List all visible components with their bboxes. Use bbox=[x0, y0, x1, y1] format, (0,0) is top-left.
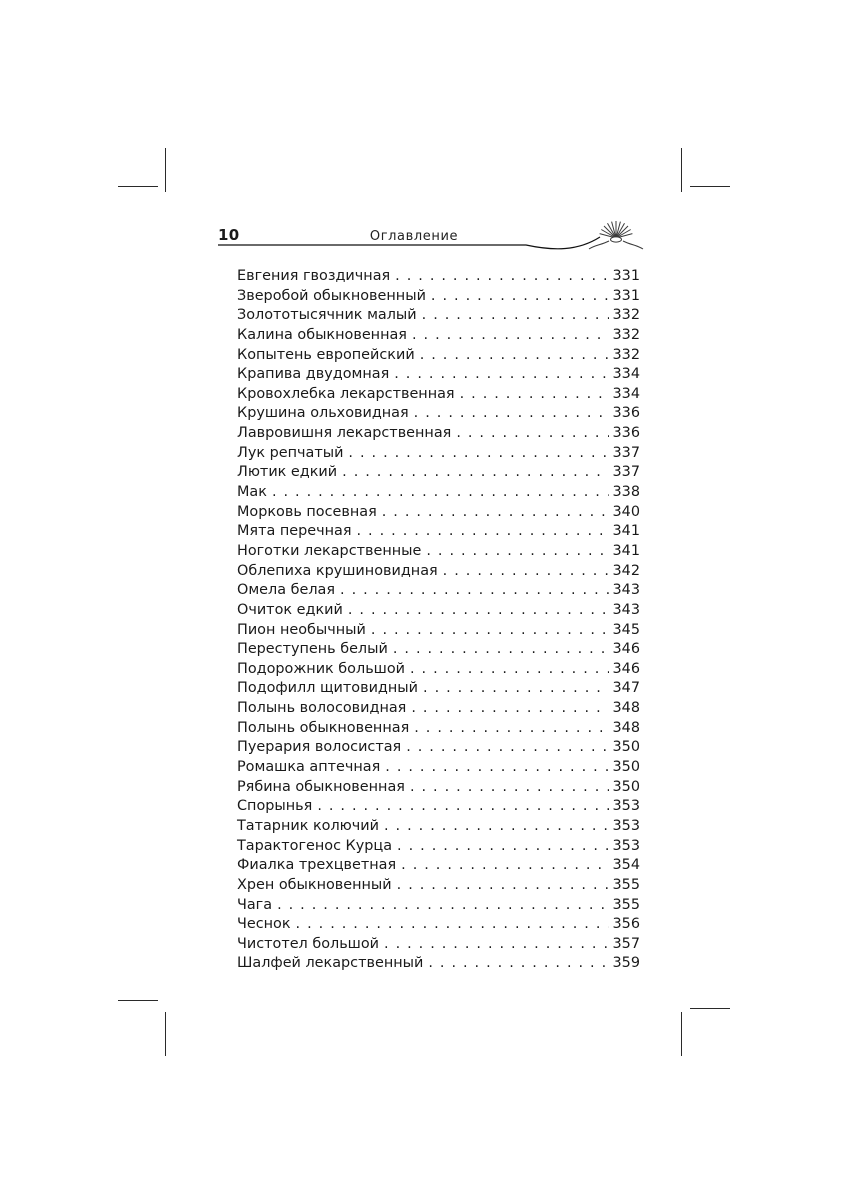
toc-leader-dots bbox=[394, 365, 608, 385]
toc-entry bbox=[237, 758, 640, 778]
toc-leader-dots bbox=[460, 385, 609, 405]
toc-entry-page: 350 bbox=[612, 778, 640, 795]
toc-entry-title: Тарактогенос Курца bbox=[237, 837, 393, 854]
toc-entry-title: Омела белая bbox=[237, 582, 336, 599]
toc-entry-page: 345 bbox=[612, 621, 640, 638]
toc-entry-title: Облепиха крушиновидная bbox=[237, 562, 438, 579]
toc-entry-page: 337 bbox=[612, 444, 640, 461]
toc-entry bbox=[237, 699, 640, 719]
toc-entry bbox=[237, 365, 640, 385]
toc-entry-title: Лавровишня лекарственная bbox=[237, 425, 452, 442]
toc-leader-dots bbox=[422, 306, 609, 326]
toc-leader-dots bbox=[272, 483, 609, 503]
toc-entry-title: Подорожник большой bbox=[237, 660, 405, 677]
page-number: 10 bbox=[218, 226, 240, 244]
toc-entry bbox=[237, 738, 640, 758]
toc-entry-page: 336 bbox=[612, 425, 640, 442]
toc-entry bbox=[237, 267, 640, 287]
header-rule-and-flower bbox=[218, 204, 648, 256]
toc-leader-dots bbox=[426, 542, 608, 562]
toc-leader-dots bbox=[406, 738, 608, 758]
toc-entry bbox=[237, 326, 640, 346]
toc-entry-title: Калина обыкновенная bbox=[237, 326, 407, 343]
toc-leader-dots bbox=[357, 522, 609, 542]
toc-entry-page: 347 bbox=[612, 680, 640, 697]
toc-entry bbox=[237, 778, 640, 798]
toc-leader-dots bbox=[411, 699, 608, 719]
toc-leader-dots bbox=[385, 758, 608, 778]
toc-entry bbox=[237, 287, 640, 307]
toc-entry bbox=[237, 896, 640, 916]
toc-leader-dots bbox=[393, 640, 609, 660]
crop-mark-bottom-right-vertical bbox=[681, 1012, 682, 1056]
toc-entry-page: 334 bbox=[612, 366, 640, 383]
toc-entry-title: Мята перечная bbox=[237, 523, 352, 540]
toc-entry-page: 348 bbox=[612, 719, 640, 736]
toc-leader-dots bbox=[348, 601, 609, 621]
toc-entry bbox=[237, 463, 640, 483]
toc-entry-title: Хрен обыкновенный bbox=[237, 876, 392, 893]
toc-entry-page: 357 bbox=[612, 935, 640, 952]
toc-entry-page: 346 bbox=[612, 660, 640, 677]
toc-entry-title: Фиалка трехцветная bbox=[237, 857, 397, 874]
toc-entry-title: Чага bbox=[237, 896, 273, 913]
toc-entry-page: 343 bbox=[612, 601, 640, 618]
toc-entry-title: Рябина обыкновенная bbox=[237, 778, 405, 795]
toc-entry-title: Морковь посевная bbox=[237, 503, 377, 520]
toc-entry-title: Пион необычный bbox=[237, 621, 366, 638]
toc-leader-dots bbox=[317, 797, 608, 817]
toc-entry bbox=[237, 915, 640, 935]
toc-leader-dots bbox=[296, 915, 609, 935]
toc-entry-page: 356 bbox=[612, 916, 640, 933]
toc-entry-title: Копытень европейский bbox=[237, 346, 415, 363]
toc-entry-title: Пуерария волосистая bbox=[237, 739, 402, 756]
toc-entry bbox=[237, 797, 640, 817]
toc-entry bbox=[237, 679, 640, 699]
toc-leader-dots bbox=[420, 346, 609, 366]
toc-leader-dots bbox=[410, 778, 609, 798]
toc-entry-title: Татарник колючий bbox=[237, 817, 379, 834]
toc-entry-page: 338 bbox=[612, 484, 640, 501]
crop-mark-top-right-vertical bbox=[681, 148, 682, 192]
toc-entry bbox=[237, 306, 640, 326]
toc-entry-title: Чистотел большой bbox=[237, 935, 380, 952]
toc-entry-title: Лютик едкий bbox=[237, 464, 338, 481]
toc-leader-dots bbox=[414, 719, 608, 739]
toc-entry-page: 350 bbox=[612, 739, 640, 756]
toc-entry-page: 355 bbox=[612, 876, 640, 893]
toc-entry-title: Ромашка аптечная bbox=[237, 759, 381, 776]
toc-entry-title: Евгения гвоздичная bbox=[237, 268, 391, 284]
toc-entry bbox=[237, 660, 640, 680]
toc-leader-dots bbox=[382, 503, 609, 523]
toc-entry bbox=[237, 444, 640, 464]
toc-leader-dots bbox=[428, 954, 608, 974]
toc-entry-page: 332 bbox=[612, 307, 640, 324]
toc-entry-page: 341 bbox=[612, 542, 640, 559]
toc-leader-dots bbox=[456, 424, 608, 444]
toc-entry-page: 334 bbox=[612, 385, 640, 402]
toc-entry bbox=[237, 542, 640, 562]
toc-entry-page: 353 bbox=[612, 798, 640, 815]
toc-entry bbox=[237, 817, 640, 837]
toc-entry bbox=[237, 404, 640, 424]
toc-entry-title: Крапива двудомная bbox=[237, 366, 390, 383]
toc-leader-dots bbox=[443, 562, 609, 582]
toc-entry bbox=[237, 856, 640, 876]
toc-entry-page: 342 bbox=[612, 562, 640, 579]
toc-leader-dots bbox=[397, 837, 608, 857]
toc-entry-page: 353 bbox=[612, 817, 640, 834]
toc-entry-page: 331 bbox=[612, 268, 640, 284]
toc-leader-dots bbox=[401, 856, 608, 876]
toc-leader-dots bbox=[431, 287, 609, 307]
toc-leader-dots bbox=[348, 444, 608, 464]
toc-entry bbox=[237, 346, 640, 366]
toc-entry-title: Очиток едкий bbox=[237, 601, 343, 618]
toc-entry-page: 359 bbox=[612, 955, 640, 972]
toc-entry-title: Спорынья bbox=[237, 798, 313, 815]
crop-mark-bottom-right-horizontal bbox=[690, 1008, 730, 1009]
toc-entry bbox=[237, 621, 640, 641]
crop-mark-top-left-vertical bbox=[165, 148, 166, 192]
toc-entry-title: Мак bbox=[237, 484, 267, 501]
toc-entry-title: Шалфей лекарственный bbox=[237, 955, 424, 972]
toc-leader-dots bbox=[340, 581, 609, 601]
toc-leader-dots bbox=[371, 621, 609, 641]
toc-entry-page: 340 bbox=[612, 503, 640, 520]
toc-entry bbox=[237, 601, 640, 621]
toc-entry-title: Подофилл щитовидный bbox=[237, 680, 419, 697]
toc-list bbox=[237, 267, 640, 974]
toc-entry bbox=[237, 424, 640, 444]
toc-entry-page: 332 bbox=[612, 346, 640, 363]
toc-entry-page: 346 bbox=[612, 641, 640, 658]
toc-entry-page: 341 bbox=[612, 523, 640, 540]
toc-entry bbox=[237, 837, 640, 857]
header-rule bbox=[218, 237, 600, 249]
toc-entry-page: 353 bbox=[612, 837, 640, 854]
crop-mark-bottom-left-vertical bbox=[165, 1012, 166, 1056]
toc-entry bbox=[237, 483, 640, 503]
toc-entry-page: 355 bbox=[612, 896, 640, 913]
toc-entry bbox=[237, 385, 640, 405]
toc-entry-page: 336 bbox=[612, 405, 640, 422]
toc-entry-page: 348 bbox=[612, 700, 640, 717]
toc-entry-title: Зверобой обыкновенный bbox=[237, 287, 426, 304]
toc-leader-dots bbox=[342, 463, 608, 483]
toc-leader-dots bbox=[423, 679, 609, 699]
crop-mark-top-left-horizontal bbox=[118, 186, 158, 187]
toc-entry-title: Полынь обыкновенная bbox=[237, 719, 410, 736]
toc-entry bbox=[237, 954, 640, 974]
toc-entry bbox=[237, 640, 640, 660]
toc-leader-dots bbox=[395, 267, 608, 287]
page-title: Оглавление bbox=[369, 229, 459, 244]
toc-leader-dots bbox=[384, 817, 609, 837]
toc-entry bbox=[237, 562, 640, 582]
toc-entry-title: Крушина ольховидная bbox=[237, 405, 409, 422]
toc-entry bbox=[237, 935, 640, 955]
toc-entry bbox=[237, 719, 640, 739]
toc-entry bbox=[237, 522, 640, 542]
toc-entry bbox=[237, 503, 640, 523]
toc-entry-title: Золототысячник малый bbox=[237, 307, 417, 324]
toc-entry-page: 343 bbox=[612, 582, 640, 599]
toc-entry-page: 337 bbox=[612, 464, 640, 481]
toc-leader-dots bbox=[277, 896, 608, 916]
toc-entry-page: 331 bbox=[612, 287, 640, 304]
toc-leader-dots bbox=[410, 660, 609, 680]
crop-mark-bottom-left-horizontal bbox=[118, 1000, 158, 1001]
toc-entry bbox=[237, 581, 640, 601]
toc-leader-dots bbox=[414, 404, 609, 424]
toc-entry-title: Чеснок bbox=[237, 916, 291, 933]
toc-leader-dots bbox=[384, 935, 609, 955]
crop-mark-top-right-horizontal bbox=[690, 186, 730, 187]
toc-leader-dots bbox=[397, 876, 609, 896]
toc-entry-title: Полынь волосовидная bbox=[237, 700, 407, 717]
toc-entry-page: 332 bbox=[612, 326, 640, 343]
flower-icon bbox=[589, 221, 643, 249]
toc-entry-page: 354 bbox=[612, 857, 640, 874]
toc-entry-title: Переступень белый bbox=[237, 641, 388, 658]
toc-entry-title: Ноготки лекарственные bbox=[237, 542, 422, 559]
toc-entry bbox=[237, 876, 640, 896]
toc-entry-title: Лук репчатый bbox=[237, 444, 344, 461]
toc-entry-page: 350 bbox=[612, 759, 640, 776]
toc-entry-title: Кровохлебка лекарственная bbox=[237, 385, 455, 402]
toc-leader-dots bbox=[412, 326, 609, 346]
